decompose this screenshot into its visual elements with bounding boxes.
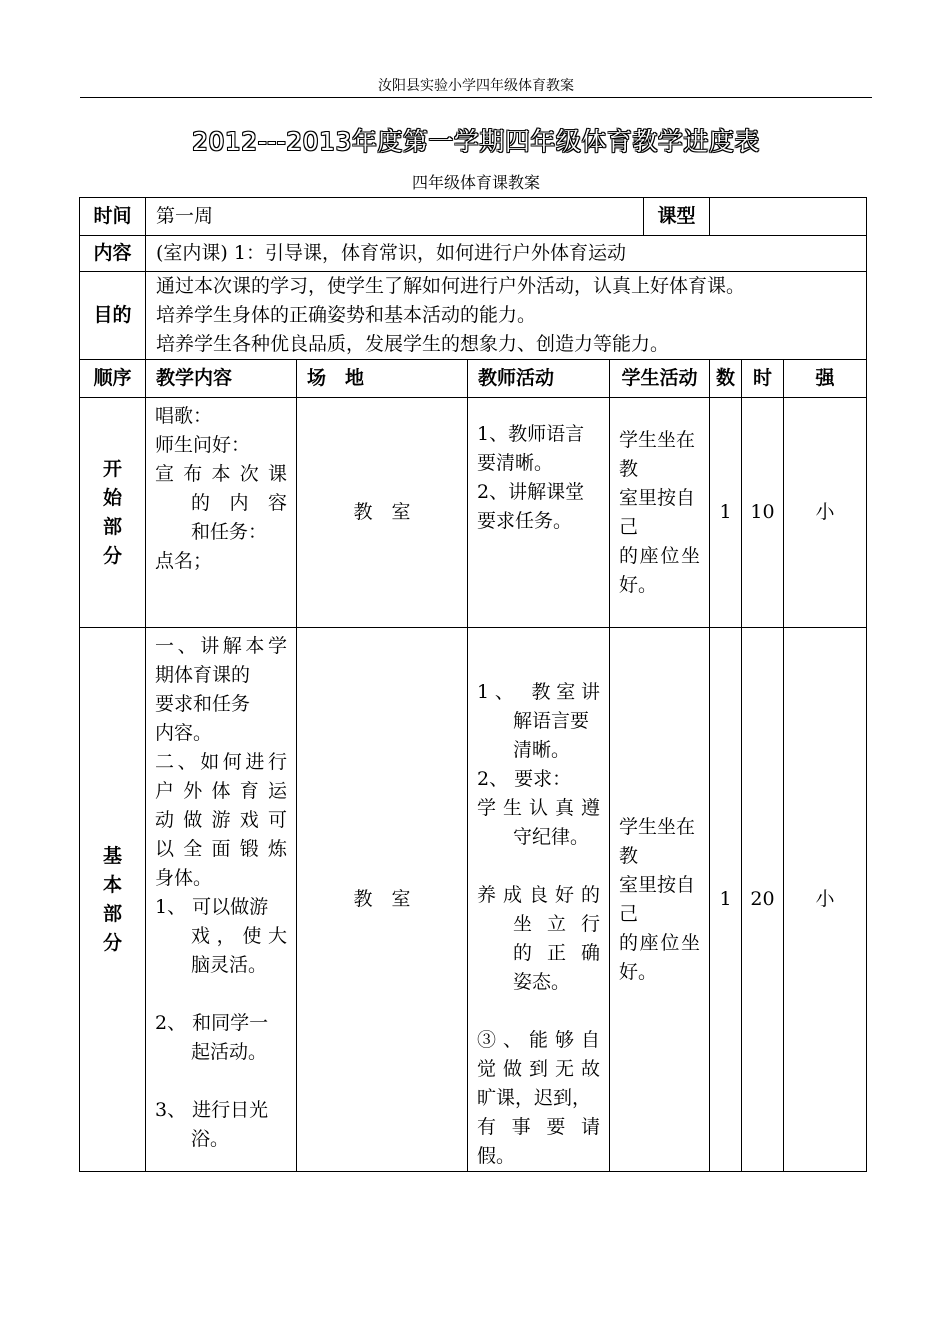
main-title: 2012---2013年度第一学期四年级体育教学进度表 bbox=[192, 127, 760, 156]
column-header-row bbox=[80, 360, 867, 398]
goal-label: 目的 bbox=[80, 272, 146, 360]
page-header: 汝阳县实验小学四年级体育教案 bbox=[378, 78, 574, 94]
goal-row bbox=[80, 272, 867, 360]
content-label: 内容 bbox=[80, 236, 146, 272]
col-student-activity: 学生活动 bbox=[610, 360, 710, 398]
start-count: 1 bbox=[710, 398, 742, 628]
goal-item: 培养学生各种优良品质，发展学生的想象力、创造力等能力。 bbox=[156, 333, 670, 355]
basic-student-activity: 学生坐在教 室里按自己 的座位坐 好。 bbox=[610, 628, 710, 1172]
basic-section-row bbox=[80, 628, 867, 1172]
basic-section-label: 基 本 部 分 bbox=[80, 628, 146, 1172]
start-teaching-content: 唱歌： 师生问好： 宣布本次课 的内容 和任务： 点名； bbox=[146, 398, 297, 628]
goal-list bbox=[146, 272, 867, 360]
start-intensity: 小 bbox=[784, 398, 867, 628]
basic-teacher-activity: 1、 教室讲 解语言要 清晰。 2、 要求： 学生认真遵 守纪律。 养成良好的 坐立行 的正确 姿态。 ③、能够自 觉做到无故 旷课，迟到， 有事要请 假。 bbox=[468, 628, 610, 1172]
basic-venue: 教 室 bbox=[297, 628, 468, 1172]
goal-item: 培养学生身体的正确姿势和基本活动的能力。 bbox=[156, 304, 537, 326]
col-teacher-activity: 教师活动 bbox=[468, 360, 610, 398]
time-row bbox=[80, 198, 867, 236]
time-label: 时间 bbox=[80, 198, 146, 236]
col-intensity: 强 bbox=[784, 360, 867, 398]
content-value: (室内课) 1：引导课，体育常识，如何进行户外体育运动 bbox=[146, 236, 867, 272]
lesson-type-label: 课型 bbox=[644, 198, 710, 236]
start-student-activity: 学生坐在教 室里按自己 的座位坐 好。 bbox=[610, 398, 710, 628]
start-venue: 教 室 bbox=[297, 398, 468, 628]
start-teacher-activity: 1、教师语言 要清晰。 2、讲解课堂 要求任务。 bbox=[468, 398, 610, 628]
basic-time: 20 bbox=[742, 628, 784, 1172]
lesson-type-value bbox=[710, 198, 867, 236]
start-section-row bbox=[80, 398, 867, 628]
col-count: 数 bbox=[710, 360, 742, 398]
col-time: 时 bbox=[742, 360, 784, 398]
lesson-plan-table bbox=[79, 197, 867, 1172]
col-order: 顺序 bbox=[80, 360, 146, 398]
content-row bbox=[80, 236, 867, 272]
basic-intensity: 小 bbox=[784, 628, 867, 1172]
goal-item: 通过本次课的学习，使学生了解如何进行户外活动，认真上好体育课。 bbox=[156, 275, 746, 297]
header-rule bbox=[80, 97, 872, 98]
subtitle: 四年级体育课教案 bbox=[411, 173, 540, 192]
basic-count: 1 bbox=[710, 628, 742, 1172]
col-teaching-content: 教学内容 bbox=[146, 360, 297, 398]
start-time: 10 bbox=[742, 398, 784, 628]
col-venue: 场 地 bbox=[297, 360, 468, 398]
start-section-label: 开 始 部 分 bbox=[80, 398, 146, 628]
time-value: 第一周 bbox=[146, 198, 644, 236]
basic-teaching-content: 一、讲解本学 期体育课的 要求和任务 内容。 二、如何进行 户外体育运 动做游戏可 以全面锻炼 身体。 1、 可以做游 戏，使大 脑灵活。 2、 和同学一 起活动。 3、 进行日光 浴。 bbox=[146, 628, 297, 1172]
